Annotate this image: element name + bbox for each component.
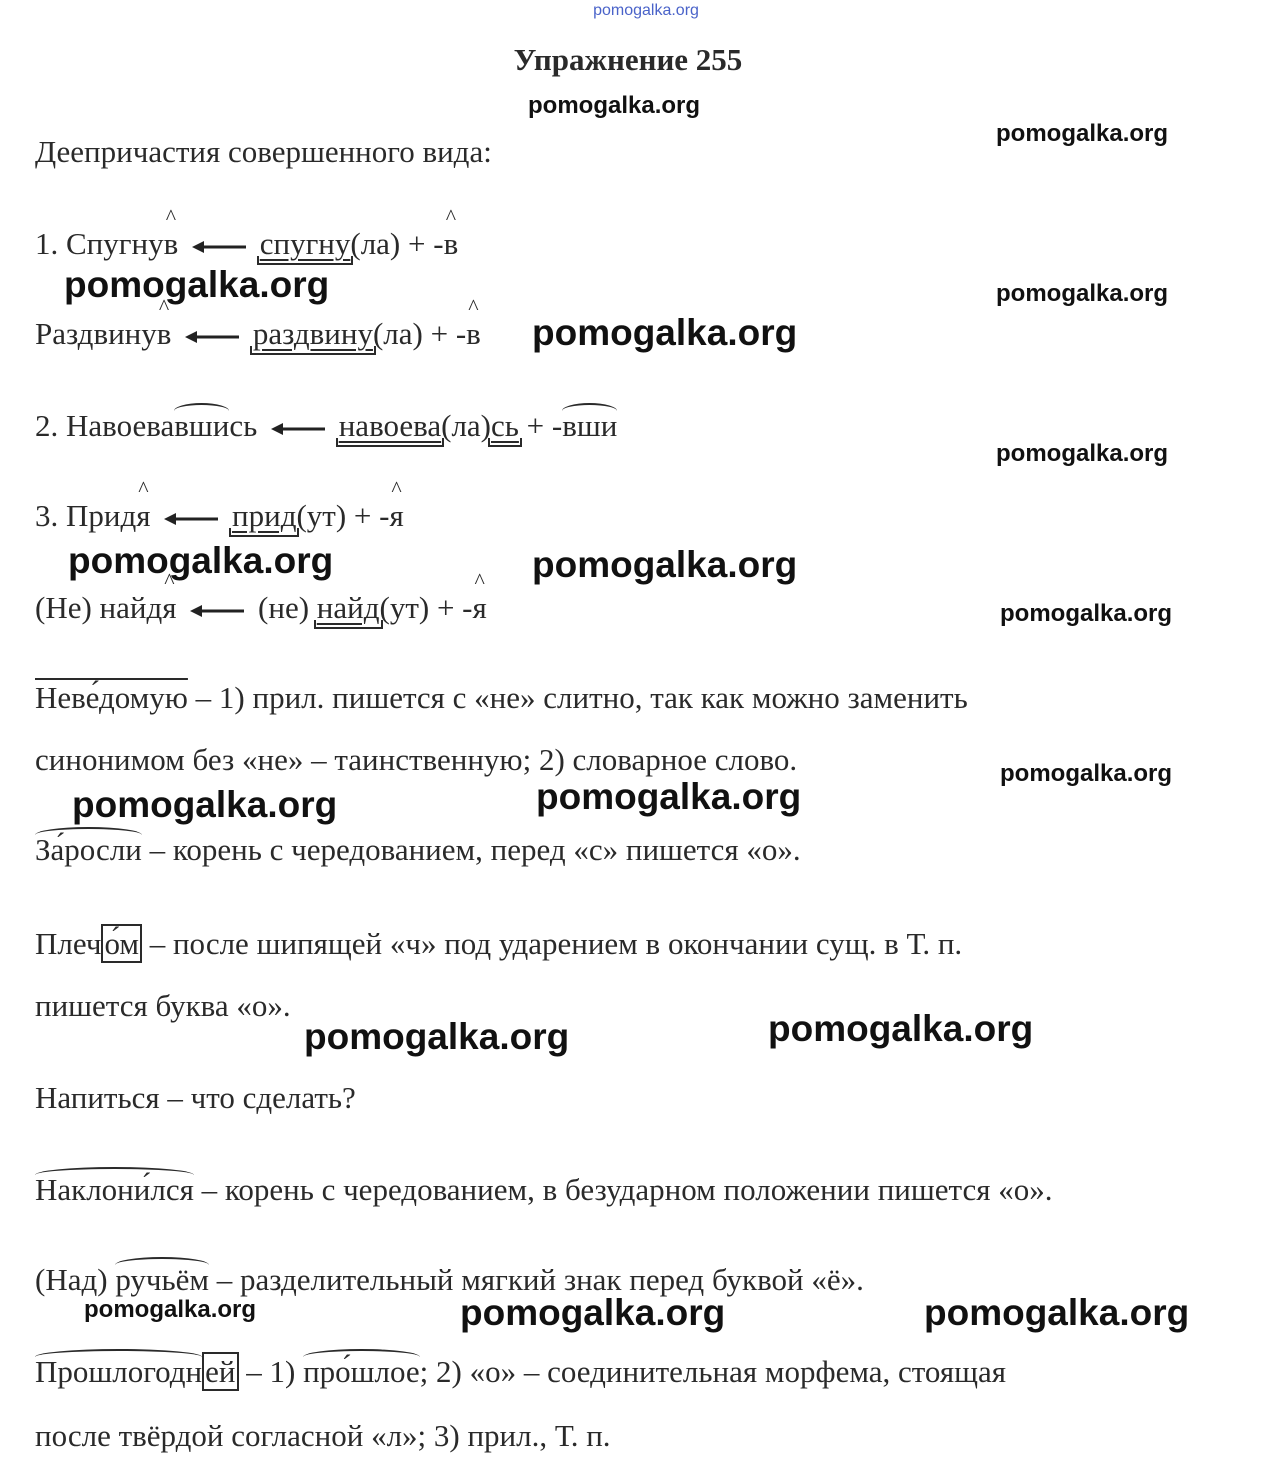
explanation-text: – что сделать? (159, 1080, 356, 1115)
watermark: pomogalka.org (536, 776, 802, 817)
annotated-word: Наклони́лся (35, 1172, 194, 1207)
explanation-text: ; 2) «о» – соединительная морфема, стоящая (419, 1354, 1006, 1389)
source-mid: (ла) (441, 408, 492, 443)
item-number: 3. (35, 498, 59, 533)
explanation-nevedomuyu (35, 682, 968, 713)
item-3b (35, 592, 487, 623)
watermark: pomogalka.org (1000, 600, 1173, 627)
gerund-word: Спугну^ в (66, 226, 178, 261)
watermark: pomogalka.org (996, 120, 1169, 147)
arrow-left-icon (185, 330, 239, 344)
explanation-proshlogodney (35, 1356, 1006, 1387)
intro-text: Деепричастия совершенного вида: (35, 134, 492, 169)
word-ending-box: ей (202, 1352, 238, 1391)
suffix: ^ в (444, 228, 459, 259)
watermark: pomogalka.org (1000, 760, 1173, 787)
root-word: про́шлое (303, 1354, 420, 1389)
suffix-mark: ^ я (162, 592, 176, 623)
item-2 (35, 410, 617, 441)
suffix: ^ я (389, 500, 403, 531)
suffix-mark: вши (174, 408, 230, 443)
gerund-word: Раздвину^ в (35, 316, 171, 351)
suffix: ^ в (466, 318, 481, 349)
gerund-word: Навоевавшись (66, 408, 258, 443)
watermark: pomogalka.org (460, 1292, 726, 1333)
explanation-line: пишется буква «о». (35, 988, 291, 1023)
annotated-word: ручьём (115, 1262, 210, 1297)
arrow-left-icon (271, 422, 325, 436)
item-3a (35, 500, 404, 531)
explanation-zarosli (35, 834, 801, 865)
suffix-mark: ^ я (136, 500, 150, 531)
watermark: pomogalka.org (768, 1008, 1034, 1049)
source-stem: навоева (338, 408, 442, 443)
source-stem: спугну (259, 226, 351, 261)
explanation-text: – 1) (238, 1354, 304, 1389)
explanation-text: – корень с чередованием, перед «с» пишется «о». (141, 832, 801, 867)
suffix-mark: ^ в (164, 228, 179, 259)
word-ending-box: о́м (101, 924, 142, 963)
annotated-word: Неве́домую (35, 680, 188, 715)
watermark: pomogalka.org (64, 264, 330, 305)
arrow-left-icon (164, 512, 218, 526)
explanation-text: – после шипящей «ч» под ударением в окончании сущ. в Т. п. (141, 926, 963, 961)
explanation-text: – 1) прил. пишется с «не» слитно, так как можно заменить (187, 680, 968, 715)
source-rest: (ла) + - (350, 226, 444, 261)
source-stem: раздвину (252, 316, 373, 351)
annotated-stem: Прошлогодн (35, 1354, 203, 1389)
arrow-left-icon (192, 240, 246, 254)
watermark: pomogalka.org (996, 280, 1169, 307)
explanation-plechom (35, 928, 962, 959)
source-rest: (ут) + - (379, 590, 473, 625)
watermark-top: pomogalka.org (593, 2, 699, 19)
item-number: 1. (35, 226, 59, 261)
arrow-left-icon (190, 604, 244, 618)
annotated-word: Напиться (35, 1080, 160, 1115)
explanation-napitsya (35, 1082, 356, 1113)
source-rest: + - (518, 408, 563, 443)
watermark: pomogalka.org (72, 784, 338, 825)
gerund-word: (Не) найд^ я (35, 590, 177, 625)
annotated-prefix: (Над) (35, 1262, 116, 1297)
explanation-text: – корень с чередованием, в безударном положении пишется «о». (193, 1172, 1053, 1207)
source-rest: (ла) + - (372, 316, 467, 351)
explanation-ruchyom (35, 1264, 864, 1295)
suffix-mark: ^ в (157, 318, 172, 349)
item-1b (35, 318, 481, 349)
watermark: pomogalka.org (996, 440, 1169, 467)
watermark: pomogalka.org (528, 92, 701, 119)
watermark: pomogalka.org (532, 312, 798, 353)
explanation-naklonilsya (35, 1174, 1052, 1205)
page-title: Упражнение 255 (513, 42, 743, 77)
item-1a (35, 228, 458, 259)
source-rest: (ут) + - (296, 498, 390, 533)
watermark: pomogalka.org (924, 1292, 1190, 1333)
explanation-line: синонимом без «не» – таинственную; 2) словарное слово. (35, 742, 798, 777)
suffix: ^ я (473, 592, 487, 623)
annotated-stem: Плеч (35, 926, 102, 961)
source-postfix: сь (491, 408, 519, 443)
watermark: pomogalka.org (532, 544, 798, 585)
source-prefix: (не) (258, 590, 317, 625)
source-stem: прид (232, 498, 297, 533)
annotated-word: За́росли (35, 832, 142, 867)
watermark: pomogalka.org (68, 540, 334, 581)
source-stem: найд (316, 590, 380, 625)
watermark: pomogalka.org (84, 1296, 257, 1323)
suffix: вши (562, 408, 618, 443)
watermark: pomogalka.org (304, 1016, 570, 1057)
item-number: 2. (35, 408, 59, 443)
explanation-line: после твёрдой согласной «л»; 3) прил., Т. п. (35, 1418, 611, 1453)
explanation-text: – разделительный мягкий знак перед буквой «ё». (209, 1262, 864, 1297)
gerund-word: Прид^ я (66, 498, 151, 533)
